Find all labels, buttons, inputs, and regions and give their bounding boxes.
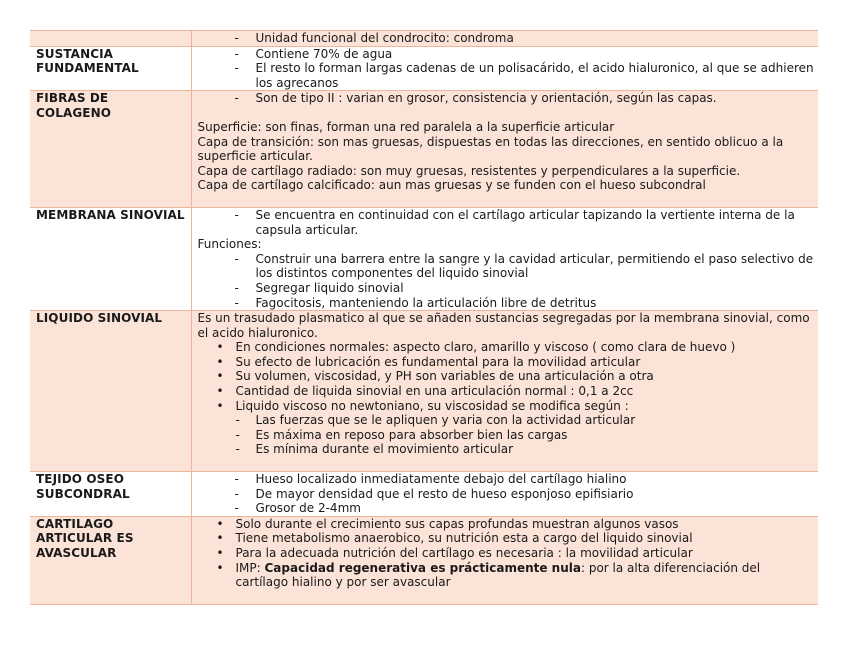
spacer — [198, 457, 815, 471]
bullet-item-imp — [198, 561, 815, 590]
list-item: - Fagocitosis, manteniendo la articulación libre de detritus — [198, 296, 815, 311]
document-page — [30, 30, 818, 605]
row-content — [191, 516, 818, 604]
row-label — [30, 31, 191, 47]
paragraph: Es un trasudado plasmatico al que se añaden sustancias segregadas por la membrana sinovial, como el acido hialuronico. — [197, 311, 810, 340]
row-label-membrana-sinovial: MEMBRANA SINOVIAL — [30, 207, 191, 310]
spacer — [198, 590, 815, 604]
row-label-liquido-sinovial: LIQUIDO SINOVIAL — [30, 311, 191, 472]
list-item: - Son de tipo II : varian en grosor, consistencia y orientación, según las capas. — [198, 91, 815, 106]
row-content — [191, 311, 818, 472]
sub-list-item: - Las fuerzas que se le apliquen y varia con la actividad articular — [198, 413, 815, 428]
list-item: - Contiene 70% de agua — [198, 47, 815, 62]
paragraph: Capa de cartílago radiado: son muy gruesas, resistentes y perpendiculares a la superficie. — [197, 163, 741, 178]
row-content — [191, 46, 818, 91]
bullet-item: • Para la adecuada nutrición del cartílago es necesaria : la movilidad articular — [198, 546, 815, 561]
paragraph: Capa de transición: son mas gruesas, dispuestas en todas las direcciones, en sentido oblicuo a la superficie articular. — [197, 134, 784, 164]
imp-bold-text: Capacidad regenerativa es prácticamente nula — [264, 560, 581, 575]
paragraph: Superficie: son finas, forman una red paralela a la superficie articular — [197, 119, 615, 134]
list-item: - El resto lo forman largas cadenas de un polisacárido, el acido hialuronico, al que se adhieren los agrecanos — [198, 61, 815, 90]
row-label-cartilago-avascular: CARTILAGO ARTICULAR ES AVASCULAR — [30, 516, 191, 604]
bullet-item: • Tiene metabolismo anaerobico, su nutrición esta a cargo del liquido sinovial — [198, 531, 815, 546]
bullet-item: • En condiciones normales: aspecto claro, amarillo y viscoso ( como clara de huevo ) — [198, 340, 815, 355]
sub-list-item: - Es máxima en reposo para absorber bien las cargas — [198, 428, 815, 443]
row-content — [191, 207, 818, 310]
table-row — [30, 46, 818, 91]
row-content — [191, 472, 818, 517]
imp-rest-text: : por la alta diferenciación del cartílago hialino y por ser avascular — [235, 560, 761, 590]
bullet-item: • Cantidad de liquida sinovial en una articulación normal : 0,1 a 2cc — [198, 384, 815, 399]
table-row — [30, 31, 818, 47]
row-label-sustancia-fundamental: SUSTANCIA FUNDAMENTAL — [30, 46, 191, 91]
table-row — [30, 516, 818, 604]
imp-prefix: IMP: — [235, 560, 265, 575]
paragraph: Capa de cartílago calcificado: aun mas gruesas y se funden con el hueso subcondral — [197, 178, 706, 193]
row-content — [191, 91, 818, 208]
list-item: - Se encuentra en continuidad con el cartílago articular tapizando la vertiente interna de la capsula articular. — [198, 208, 815, 237]
table-row — [30, 91, 818, 208]
bullet-item: • Su volumen, viscosidad, y PH son variables de una articulación a otra — [198, 369, 815, 384]
list-item: - Unidad funcional del condrocito: condroma — [198, 31, 815, 46]
list-item: - Construir una barrera entre la sangre y la cavidad articular, permitiendo el paso selectivo de los distintos componentes del liquido sinovial — [198, 252, 815, 281]
list-item: - De mayor densidad que el resto de hueso esponjoso epifisiario — [198, 487, 815, 502]
spacer — [198, 106, 815, 120]
table-row — [30, 207, 818, 310]
bullet-item: • Liquido viscoso no newtoniano, su viscosidad se modifica según : — [198, 399, 815, 414]
sub-list-item: - Es mínima durante el movimiento articular — [198, 442, 815, 457]
cartilage-table — [30, 30, 818, 605]
table-row — [30, 311, 818, 472]
list-item: - Hueso localizado inmediatamente debajo del cartílago hialino — [198, 472, 815, 487]
bullet-item: • Su efecto de lubricación es fundamental para la movilidad articular — [198, 355, 815, 370]
paragraph: Funciones: — [197, 237, 262, 252]
row-content — [191, 31, 818, 47]
list-item: - Grosor de 2-4mm — [198, 501, 815, 516]
bullet-item: • Solo durante el crecimiento sus capas profundas muestran algunos vasos — [198, 517, 815, 532]
spacer — [198, 193, 815, 207]
row-label-fibras-de-colageno: FIBRAS DE COLAGENO — [30, 91, 191, 208]
row-label-tejido-oseo-subcondral: TEJIDO OSEO SUBCONDRAL — [30, 472, 191, 517]
list-item: - Segregar liquido sinovial — [198, 281, 815, 296]
table-row — [30, 472, 818, 517]
